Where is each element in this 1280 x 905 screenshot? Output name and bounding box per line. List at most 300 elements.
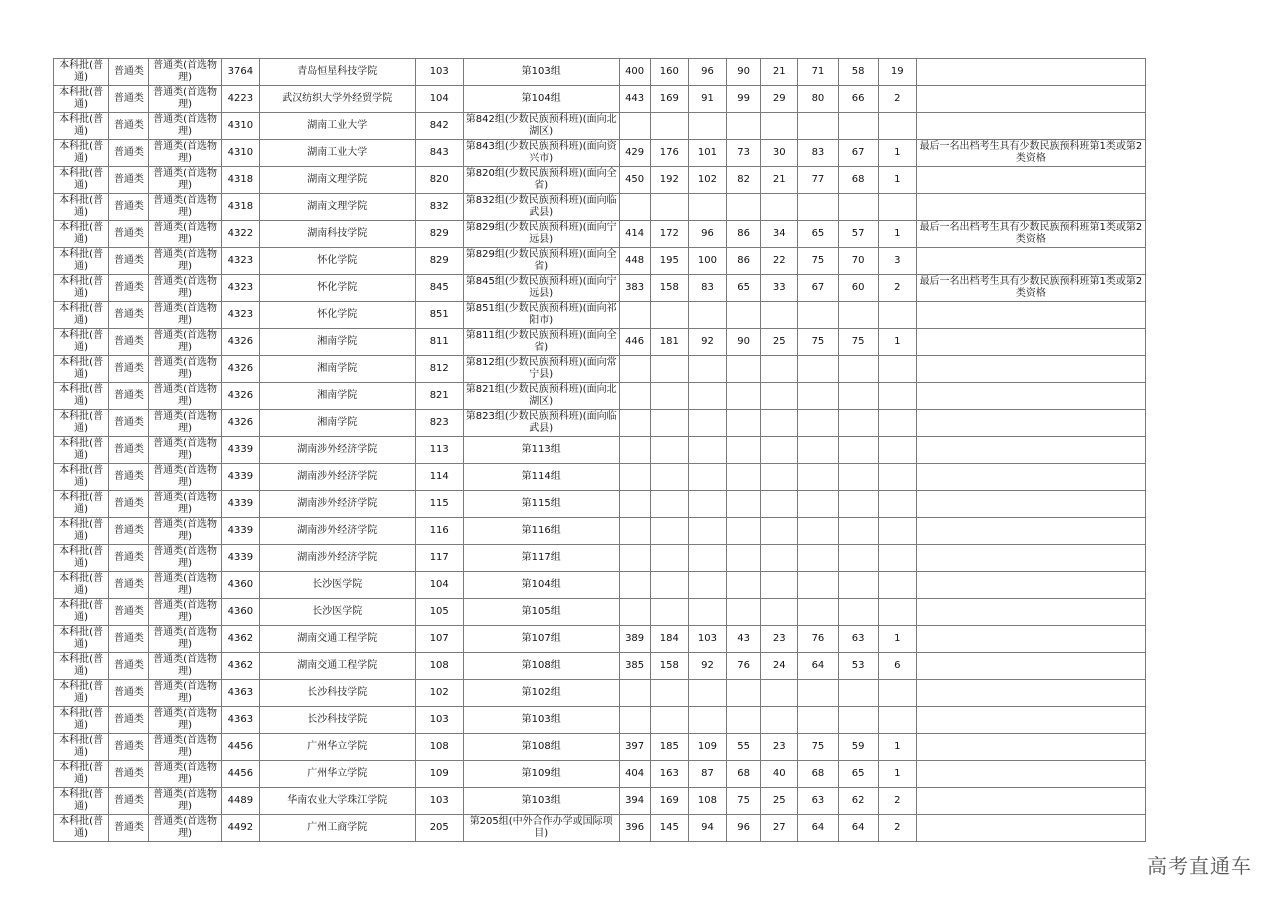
note-cell (916, 464, 1145, 491)
category-cell: 普通类 (109, 437, 149, 464)
score-3-cell: 65 (727, 275, 761, 302)
school-code-cell: 4322 (221, 221, 259, 248)
category-cell: 普通类 (109, 788, 149, 815)
score-5-cell (798, 599, 838, 626)
school-code-cell: 4362 (221, 626, 259, 653)
group-code-cell: 843 (415, 140, 463, 167)
subject-cell: 普通类(首选物理) (149, 59, 221, 86)
subject-cell: 普通类(首选物理) (149, 707, 221, 734)
group-name-cell: 第205组(中外合作办学或国际项目) (463, 815, 619, 842)
group-name-cell: 第823组(少数民族预科班)(面向临武县) (463, 410, 619, 437)
note-cell (916, 329, 1145, 356)
count-cell: 1 (878, 734, 916, 761)
total-score-cell (619, 491, 650, 518)
group-name-cell: 第104组 (463, 86, 619, 113)
school-name-cell: 湖南文理学院 (259, 194, 415, 221)
table-row (54, 140, 1146, 167)
school-code-cell: 4362 (221, 653, 259, 680)
score-4-cell: 23 (761, 734, 798, 761)
school-code-cell: 4318 (221, 167, 259, 194)
group-name-cell: 第821组(少数民族预科班)(面向北湖区) (463, 383, 619, 410)
count-cell (878, 356, 916, 383)
school-code-cell: 4326 (221, 329, 259, 356)
school-code-cell: 4323 (221, 302, 259, 329)
note-cell (916, 518, 1145, 545)
score-3-cell (727, 437, 761, 464)
score-1-cell: 160 (650, 59, 688, 86)
group-code-cell: 102 (415, 680, 463, 707)
table-row (54, 572, 1146, 599)
count-cell (878, 383, 916, 410)
table-row (54, 113, 1146, 140)
score-4-cell (761, 599, 798, 626)
batch-cell: 本科批(普通) (54, 761, 109, 788)
score-1-cell: 158 (650, 275, 688, 302)
score-5-cell (798, 302, 838, 329)
batch-cell: 本科批(普通) (54, 572, 109, 599)
score-5-cell: 75 (798, 734, 838, 761)
score-6-cell: 75 (838, 329, 878, 356)
school-name-cell: 怀化学院 (259, 275, 415, 302)
score-6-cell (838, 194, 878, 221)
score-5-cell: 80 (798, 86, 838, 113)
table-row (54, 599, 1146, 626)
count-cell (878, 437, 916, 464)
score-6-cell: 68 (838, 167, 878, 194)
school-name-cell: 广州华立学院 (259, 761, 415, 788)
subject-cell: 普通类(首选物理) (149, 113, 221, 140)
group-code-cell: 104 (415, 572, 463, 599)
group-name-cell: 第820组(少数民族预科班)(面向全省) (463, 167, 619, 194)
count-cell (878, 194, 916, 221)
total-score-cell (619, 572, 650, 599)
score-1-cell (650, 383, 688, 410)
subject-cell: 普通类(首选物理) (149, 815, 221, 842)
total-score-cell (619, 464, 650, 491)
group-code-cell: 842 (415, 113, 463, 140)
note-cell (916, 383, 1145, 410)
table-row (54, 248, 1146, 275)
group-code-cell: 117 (415, 545, 463, 572)
group-code-cell: 829 (415, 221, 463, 248)
score-3-cell: 99 (727, 86, 761, 113)
count-cell: 1 (878, 140, 916, 167)
score-5-cell: 75 (798, 329, 838, 356)
score-5-cell: 76 (798, 626, 838, 653)
school-name-cell: 广州华立学院 (259, 734, 415, 761)
note-cell (916, 761, 1145, 788)
school-name-cell: 武汉纺织大学外经贸学院 (259, 86, 415, 113)
category-cell: 普通类 (109, 545, 149, 572)
score-1-cell (650, 410, 688, 437)
total-score-cell: 429 (619, 140, 650, 167)
total-score-cell: 383 (619, 275, 650, 302)
total-score-cell: 404 (619, 761, 650, 788)
score-6-cell (838, 356, 878, 383)
count-cell: 3 (878, 248, 916, 275)
group-name-cell: 第829组(少数民族预科班)(面向宁远县) (463, 221, 619, 248)
group-name-cell: 第108组 (463, 734, 619, 761)
total-score-cell: 448 (619, 248, 650, 275)
score-3-cell: 75 (727, 788, 761, 815)
score-2-cell (688, 113, 726, 140)
batch-cell: 本科批(普通) (54, 302, 109, 329)
score-2-cell: 109 (688, 734, 726, 761)
school-name-cell: 长沙科技学院 (259, 707, 415, 734)
table-row (54, 356, 1146, 383)
score-5-cell: 83 (798, 140, 838, 167)
score-3-cell: 86 (727, 221, 761, 248)
score-3-cell (727, 194, 761, 221)
score-1-cell: 163 (650, 761, 688, 788)
group-name-cell: 第843组(少数民族预科班)(面向资兴市) (463, 140, 619, 167)
score-4-cell (761, 464, 798, 491)
group-name-cell: 第113组 (463, 437, 619, 464)
score-2-cell (688, 599, 726, 626)
score-3-cell (727, 383, 761, 410)
total-score-cell (619, 194, 650, 221)
score-4-cell (761, 113, 798, 140)
category-cell: 普通类 (109, 86, 149, 113)
score-3-cell (727, 113, 761, 140)
subject-cell: 普通类(首选物理) (149, 302, 221, 329)
count-cell: 6 (878, 653, 916, 680)
batch-cell: 本科批(普通) (54, 545, 109, 572)
subject-cell: 普通类(首选物理) (149, 464, 221, 491)
subject-cell: 普通类(首选物理) (149, 383, 221, 410)
table-row (54, 221, 1146, 248)
group-name-cell: 第108组 (463, 653, 619, 680)
score-2-cell: 96 (688, 221, 726, 248)
table-row (54, 464, 1146, 491)
table-row (54, 653, 1146, 680)
score-5-cell (798, 464, 838, 491)
score-3-cell (727, 518, 761, 545)
count-cell (878, 707, 916, 734)
score-3-cell: 73 (727, 140, 761, 167)
category-cell: 普通类 (109, 302, 149, 329)
group-name-cell: 第811组(少数民族预科班)(面向全省) (463, 329, 619, 356)
category-cell: 普通类 (109, 113, 149, 140)
score-6-cell: 67 (838, 140, 878, 167)
batch-cell: 本科批(普通) (54, 437, 109, 464)
score-4-cell (761, 410, 798, 437)
school-code-cell: 4326 (221, 410, 259, 437)
score-6-cell (838, 491, 878, 518)
batch-cell: 本科批(普通) (54, 599, 109, 626)
subject-cell: 普通类(首选物理) (149, 734, 221, 761)
category-cell: 普通类 (109, 167, 149, 194)
score-5-cell (798, 545, 838, 572)
note-cell (916, 437, 1145, 464)
table-row (54, 680, 1146, 707)
score-6-cell (838, 572, 878, 599)
score-3-cell (727, 410, 761, 437)
table-row (54, 410, 1146, 437)
score-4-cell: 24 (761, 653, 798, 680)
score-1-cell (650, 572, 688, 599)
group-code-cell: 113 (415, 437, 463, 464)
score-4-cell: 34 (761, 221, 798, 248)
group-name-cell: 第116组 (463, 518, 619, 545)
score-3-cell: 96 (727, 815, 761, 842)
score-3-cell (727, 464, 761, 491)
table-row (54, 491, 1146, 518)
subject-cell: 普通类(首选物理) (149, 410, 221, 437)
score-6-cell: 57 (838, 221, 878, 248)
school-name-cell: 湖南交通工程学院 (259, 626, 415, 653)
count-cell (878, 599, 916, 626)
score-6-cell: 66 (838, 86, 878, 113)
score-2-cell (688, 707, 726, 734)
score-6-cell (838, 410, 878, 437)
total-score-cell (619, 302, 650, 329)
batch-cell: 本科批(普通) (54, 464, 109, 491)
score-2-cell (688, 383, 726, 410)
score-4-cell (761, 491, 798, 518)
score-1-cell (650, 464, 688, 491)
score-2-cell (688, 518, 726, 545)
category-cell: 普通类 (109, 626, 149, 653)
table-row (54, 626, 1146, 653)
school-code-cell: 4310 (221, 113, 259, 140)
score-3-cell: 82 (727, 167, 761, 194)
score-2-cell: 108 (688, 788, 726, 815)
subject-cell: 普通类(首选物理) (149, 167, 221, 194)
group-code-cell: 103 (415, 788, 463, 815)
table-row (54, 707, 1146, 734)
total-score-cell (619, 410, 650, 437)
score-1-cell (650, 599, 688, 626)
note-cell (916, 194, 1145, 221)
score-2-cell: 91 (688, 86, 726, 113)
table-row (54, 383, 1146, 410)
category-cell: 普通类 (109, 194, 149, 221)
group-name-cell: 第105组 (463, 599, 619, 626)
score-1-cell (650, 302, 688, 329)
score-2-cell: 87 (688, 761, 726, 788)
score-6-cell (838, 545, 878, 572)
score-1-cell: 184 (650, 626, 688, 653)
school-code-cell: 4310 (221, 140, 259, 167)
group-code-cell: 811 (415, 329, 463, 356)
total-score-cell: 396 (619, 815, 650, 842)
score-3-cell (727, 491, 761, 518)
note-cell (916, 248, 1145, 275)
group-code-cell: 105 (415, 599, 463, 626)
subject-cell: 普通类(首选物理) (149, 221, 221, 248)
batch-cell: 本科批(普通) (54, 167, 109, 194)
group-name-cell: 第103组 (463, 788, 619, 815)
score-2-cell: 103 (688, 626, 726, 653)
score-4-cell (761, 518, 798, 545)
batch-cell: 本科批(普通) (54, 221, 109, 248)
school-code-cell: 4323 (221, 248, 259, 275)
note-cell (916, 599, 1145, 626)
school-name-cell: 怀化学院 (259, 248, 415, 275)
score-5-cell (798, 113, 838, 140)
school-code-cell: 4323 (221, 275, 259, 302)
total-score-cell: 450 (619, 167, 650, 194)
table-row (54, 167, 1146, 194)
score-2-cell: 92 (688, 329, 726, 356)
batch-cell: 本科批(普通) (54, 518, 109, 545)
school-name-cell: 湘南学院 (259, 356, 415, 383)
score-5-cell: 67 (798, 275, 838, 302)
score-5-cell (798, 194, 838, 221)
total-score-cell (619, 545, 650, 572)
group-name-cell: 第842组(少数民族预科班)(面向北湖区) (463, 113, 619, 140)
score-3-cell (727, 707, 761, 734)
score-4-cell: 40 (761, 761, 798, 788)
school-code-cell: 3764 (221, 59, 259, 86)
score-6-cell (838, 518, 878, 545)
school-name-cell: 华南农业大学珠江学院 (259, 788, 415, 815)
batch-cell: 本科批(普通) (54, 194, 109, 221)
score-4-cell (761, 437, 798, 464)
score-1-cell: 158 (650, 653, 688, 680)
school-code-cell: 4363 (221, 707, 259, 734)
group-name-cell: 第102组 (463, 680, 619, 707)
score-6-cell: 58 (838, 59, 878, 86)
score-2-cell (688, 437, 726, 464)
total-score-cell: 446 (619, 329, 650, 356)
note-cell (916, 545, 1145, 572)
category-cell: 普通类 (109, 653, 149, 680)
subject-cell: 普通类(首选物理) (149, 653, 221, 680)
table-row (54, 761, 1146, 788)
score-6-cell (838, 437, 878, 464)
score-1-cell: 169 (650, 86, 688, 113)
category-cell: 普通类 (109, 815, 149, 842)
category-cell: 普通类 (109, 221, 149, 248)
score-4-cell (761, 707, 798, 734)
school-code-cell: 4223 (221, 86, 259, 113)
score-4-cell: 25 (761, 788, 798, 815)
score-3-cell: 68 (727, 761, 761, 788)
note-cell (916, 167, 1145, 194)
score-5-cell (798, 680, 838, 707)
count-cell (878, 302, 916, 329)
score-6-cell (838, 464, 878, 491)
score-4-cell: 27 (761, 815, 798, 842)
school-name-cell: 湖南交通工程学院 (259, 653, 415, 680)
category-cell: 普通类 (109, 761, 149, 788)
category-cell: 普通类 (109, 707, 149, 734)
score-6-cell: 65 (838, 761, 878, 788)
count-cell: 1 (878, 221, 916, 248)
score-5-cell: 68 (798, 761, 838, 788)
count-cell: 1 (878, 329, 916, 356)
total-score-cell: 394 (619, 788, 650, 815)
score-6-cell: 59 (838, 734, 878, 761)
group-name-cell: 第829组(少数民族预科班)(面向全省) (463, 248, 619, 275)
score-6-cell (838, 707, 878, 734)
subject-cell: 普通类(首选物理) (149, 626, 221, 653)
school-name-cell: 广州工商学院 (259, 815, 415, 842)
count-cell: 1 (878, 167, 916, 194)
score-1-cell (650, 707, 688, 734)
group-name-cell: 第107组 (463, 626, 619, 653)
category-cell: 普通类 (109, 518, 149, 545)
batch-cell: 本科批(普通) (54, 140, 109, 167)
group-code-cell: 823 (415, 410, 463, 437)
note-cell (916, 788, 1145, 815)
group-name-cell: 第103组 (463, 59, 619, 86)
school-code-cell: 4326 (221, 383, 259, 410)
note-cell: 最后一名出档考生具有少数民族预科班第1类或第2类资格 (916, 275, 1145, 302)
school-name-cell: 湖南涉外经济学院 (259, 491, 415, 518)
count-cell: 1 (878, 626, 916, 653)
school-code-cell: 4489 (221, 788, 259, 815)
total-score-cell (619, 518, 650, 545)
category-cell: 普通类 (109, 383, 149, 410)
school-code-cell: 4456 (221, 734, 259, 761)
category-cell: 普通类 (109, 680, 149, 707)
batch-cell: 本科批(普通) (54, 383, 109, 410)
total-score-cell: 414 (619, 221, 650, 248)
score-3-cell: 55 (727, 734, 761, 761)
group-name-cell: 第117组 (463, 545, 619, 572)
school-code-cell: 4339 (221, 518, 259, 545)
score-1-cell (650, 680, 688, 707)
score-6-cell (838, 599, 878, 626)
score-1-cell: 145 (650, 815, 688, 842)
score-5-cell: 64 (798, 653, 838, 680)
subject-cell: 普通类(首选物理) (149, 194, 221, 221)
batch-cell: 本科批(普通) (54, 815, 109, 842)
group-name-cell: 第115组 (463, 491, 619, 518)
total-score-cell: 400 (619, 59, 650, 86)
score-5-cell (798, 572, 838, 599)
score-4-cell (761, 545, 798, 572)
group-code-cell: 845 (415, 275, 463, 302)
score-2-cell (688, 464, 726, 491)
count-cell (878, 545, 916, 572)
count-cell: 2 (878, 86, 916, 113)
total-score-cell: 385 (619, 653, 650, 680)
group-code-cell: 108 (415, 734, 463, 761)
watermark-text: 高考直通车 (1147, 854, 1252, 878)
score-2-cell (688, 410, 726, 437)
table-row (54, 437, 1146, 464)
score-2-cell: 96 (688, 59, 726, 86)
count-cell: 2 (878, 275, 916, 302)
school-name-cell: 湖南科技学院 (259, 221, 415, 248)
score-3-cell: 90 (727, 59, 761, 86)
score-3-cell: 76 (727, 653, 761, 680)
score-5-cell (798, 437, 838, 464)
score-4-cell: 30 (761, 140, 798, 167)
group-name-cell: 第103组 (463, 707, 619, 734)
group-code-cell: 812 (415, 356, 463, 383)
note-cell (916, 572, 1145, 599)
group-name-cell: 第851组(少数民族预科班)(面向祁阳市) (463, 302, 619, 329)
score-5-cell (798, 383, 838, 410)
note-cell (916, 734, 1145, 761)
subject-cell: 普通类(首选物理) (149, 86, 221, 113)
category-cell: 普通类 (109, 356, 149, 383)
category-cell: 普通类 (109, 140, 149, 167)
batch-cell: 本科批(普通) (54, 788, 109, 815)
group-code-cell: 107 (415, 626, 463, 653)
school-name-cell: 怀化学院 (259, 302, 415, 329)
category-cell: 普通类 (109, 248, 149, 275)
score-3-cell (727, 545, 761, 572)
score-3-cell (727, 572, 761, 599)
note-cell (916, 653, 1145, 680)
score-6-cell: 64 (838, 815, 878, 842)
